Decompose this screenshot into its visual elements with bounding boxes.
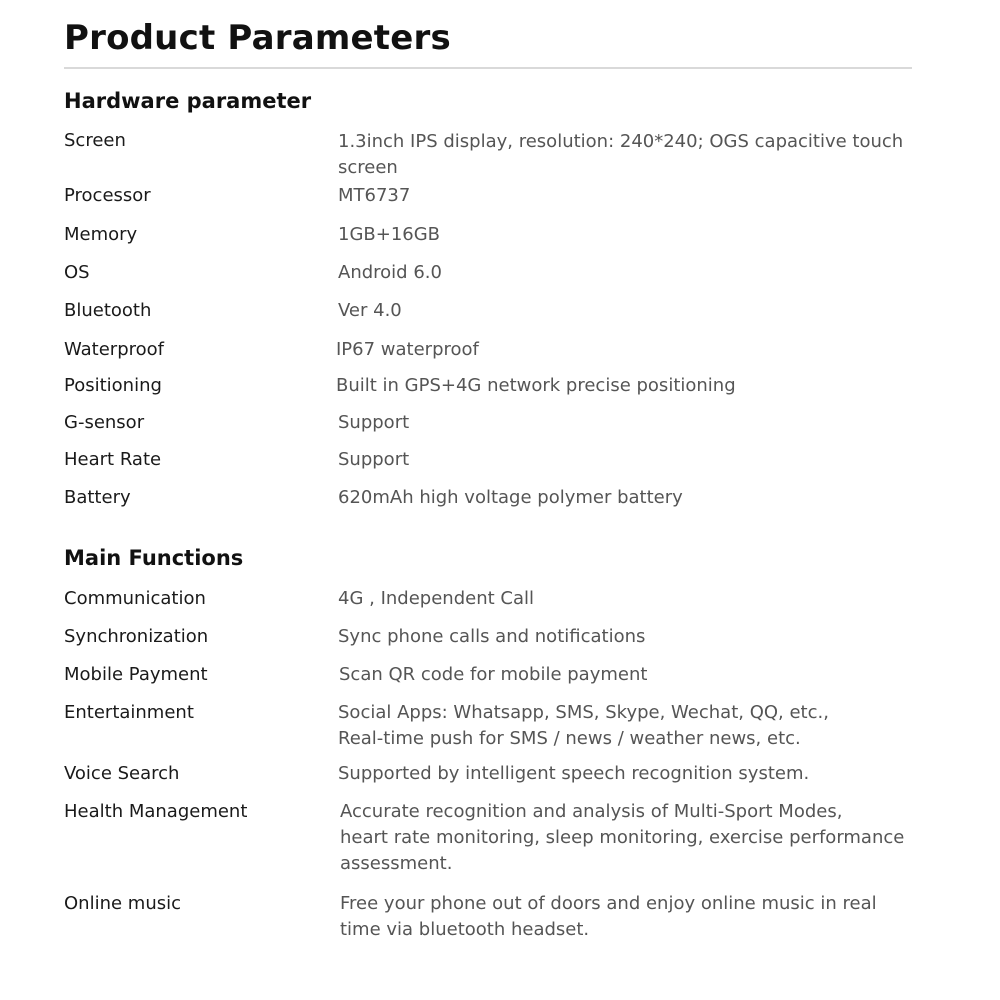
function-label-mobile-payment: Mobile Payment: [64, 664, 208, 685]
hardware-value-os: Android 6.0: [338, 262, 442, 283]
title-divider: [64, 67, 912, 69]
hardware-label-bluetooth: Bluetooth: [64, 300, 152, 321]
function-label-online-music: Online music: [64, 893, 181, 914]
function-value-health-management-cont2: assessment.: [340, 853, 453, 874]
page-title: Product Parameters: [64, 18, 451, 58]
hardware-label-battery: Battery: [64, 487, 131, 508]
function-label-health-management: Health Management: [64, 801, 248, 822]
hardware-label-waterproof: Waterproof: [64, 339, 165, 360]
function-value-mobile-payment: Scan QR code for mobile payment: [339, 664, 648, 685]
hardware-value-screen-cont: screen: [338, 157, 398, 178]
function-label-entertainment: Entertainment: [64, 702, 194, 723]
function-value-entertainment-cont: Real-time push for SMS / news / weather news, etc.: [338, 728, 801, 749]
function-label-communication: Communication: [64, 588, 206, 609]
hardware-section-title: Hardware parameter: [64, 89, 312, 113]
hardware-value-waterproof: IP67 waterproof: [336, 339, 479, 360]
functions-section-title: Main Functions: [64, 546, 244, 570]
hardware-value-screen: 1.3inch IPS display, resolution: 240*240; OGS capacitive touch: [338, 131, 904, 152]
function-label-synchronization: Synchronization: [64, 626, 209, 647]
function-value-communication: 4G , Independent Call: [338, 588, 534, 609]
function-label-voice-search: Voice Search: [64, 763, 180, 784]
hardware-value-gsensor: Support: [338, 412, 410, 433]
function-value-synchronization: Sync phone calls and notifications: [338, 626, 646, 647]
hardware-label-positioning: Positioning: [64, 375, 162, 396]
hardware-label-os: OS: [64, 262, 90, 283]
hardware-label-screen: Screen: [64, 130, 126, 151]
function-value-voice-search: Supported by intelligent speech recognition system.: [338, 763, 810, 784]
hardware-label-memory: Memory: [64, 224, 138, 245]
hardware-label-heart-rate: Heart Rate: [64, 449, 162, 470]
hardware-value-memory: 1GB+16GB: [338, 224, 441, 245]
function-value-online-music-cont: time via bluetooth headset.: [340, 919, 590, 940]
hardware-value-positioning: Built in GPS+4G network precise positioning: [336, 375, 736, 396]
hardware-value-heart-rate: Support: [338, 449, 410, 470]
function-value-health-management: Accurate recognition and analysis of Multi-Sport Modes,: [340, 801, 843, 822]
hardware-value-battery: 620mAh high voltage polymer battery: [338, 487, 683, 508]
hardware-value-processor: MT6737: [338, 185, 411, 206]
function-value-online-music: Free your phone out of doors and enjoy online music in real: [340, 893, 877, 914]
hardware-label-processor: Processor: [64, 185, 151, 206]
function-value-health-management-cont1: heart rate monitoring, sleep monitoring, exercise performance: [340, 827, 905, 848]
function-value-entertainment: Social Apps: Whatsapp, SMS, Skype, Wechat, QQ, etc.,: [338, 702, 829, 723]
hardware-value-bluetooth: Ver 4.0: [338, 300, 402, 321]
hardware-label-gsensor: G-sensor: [64, 412, 145, 433]
